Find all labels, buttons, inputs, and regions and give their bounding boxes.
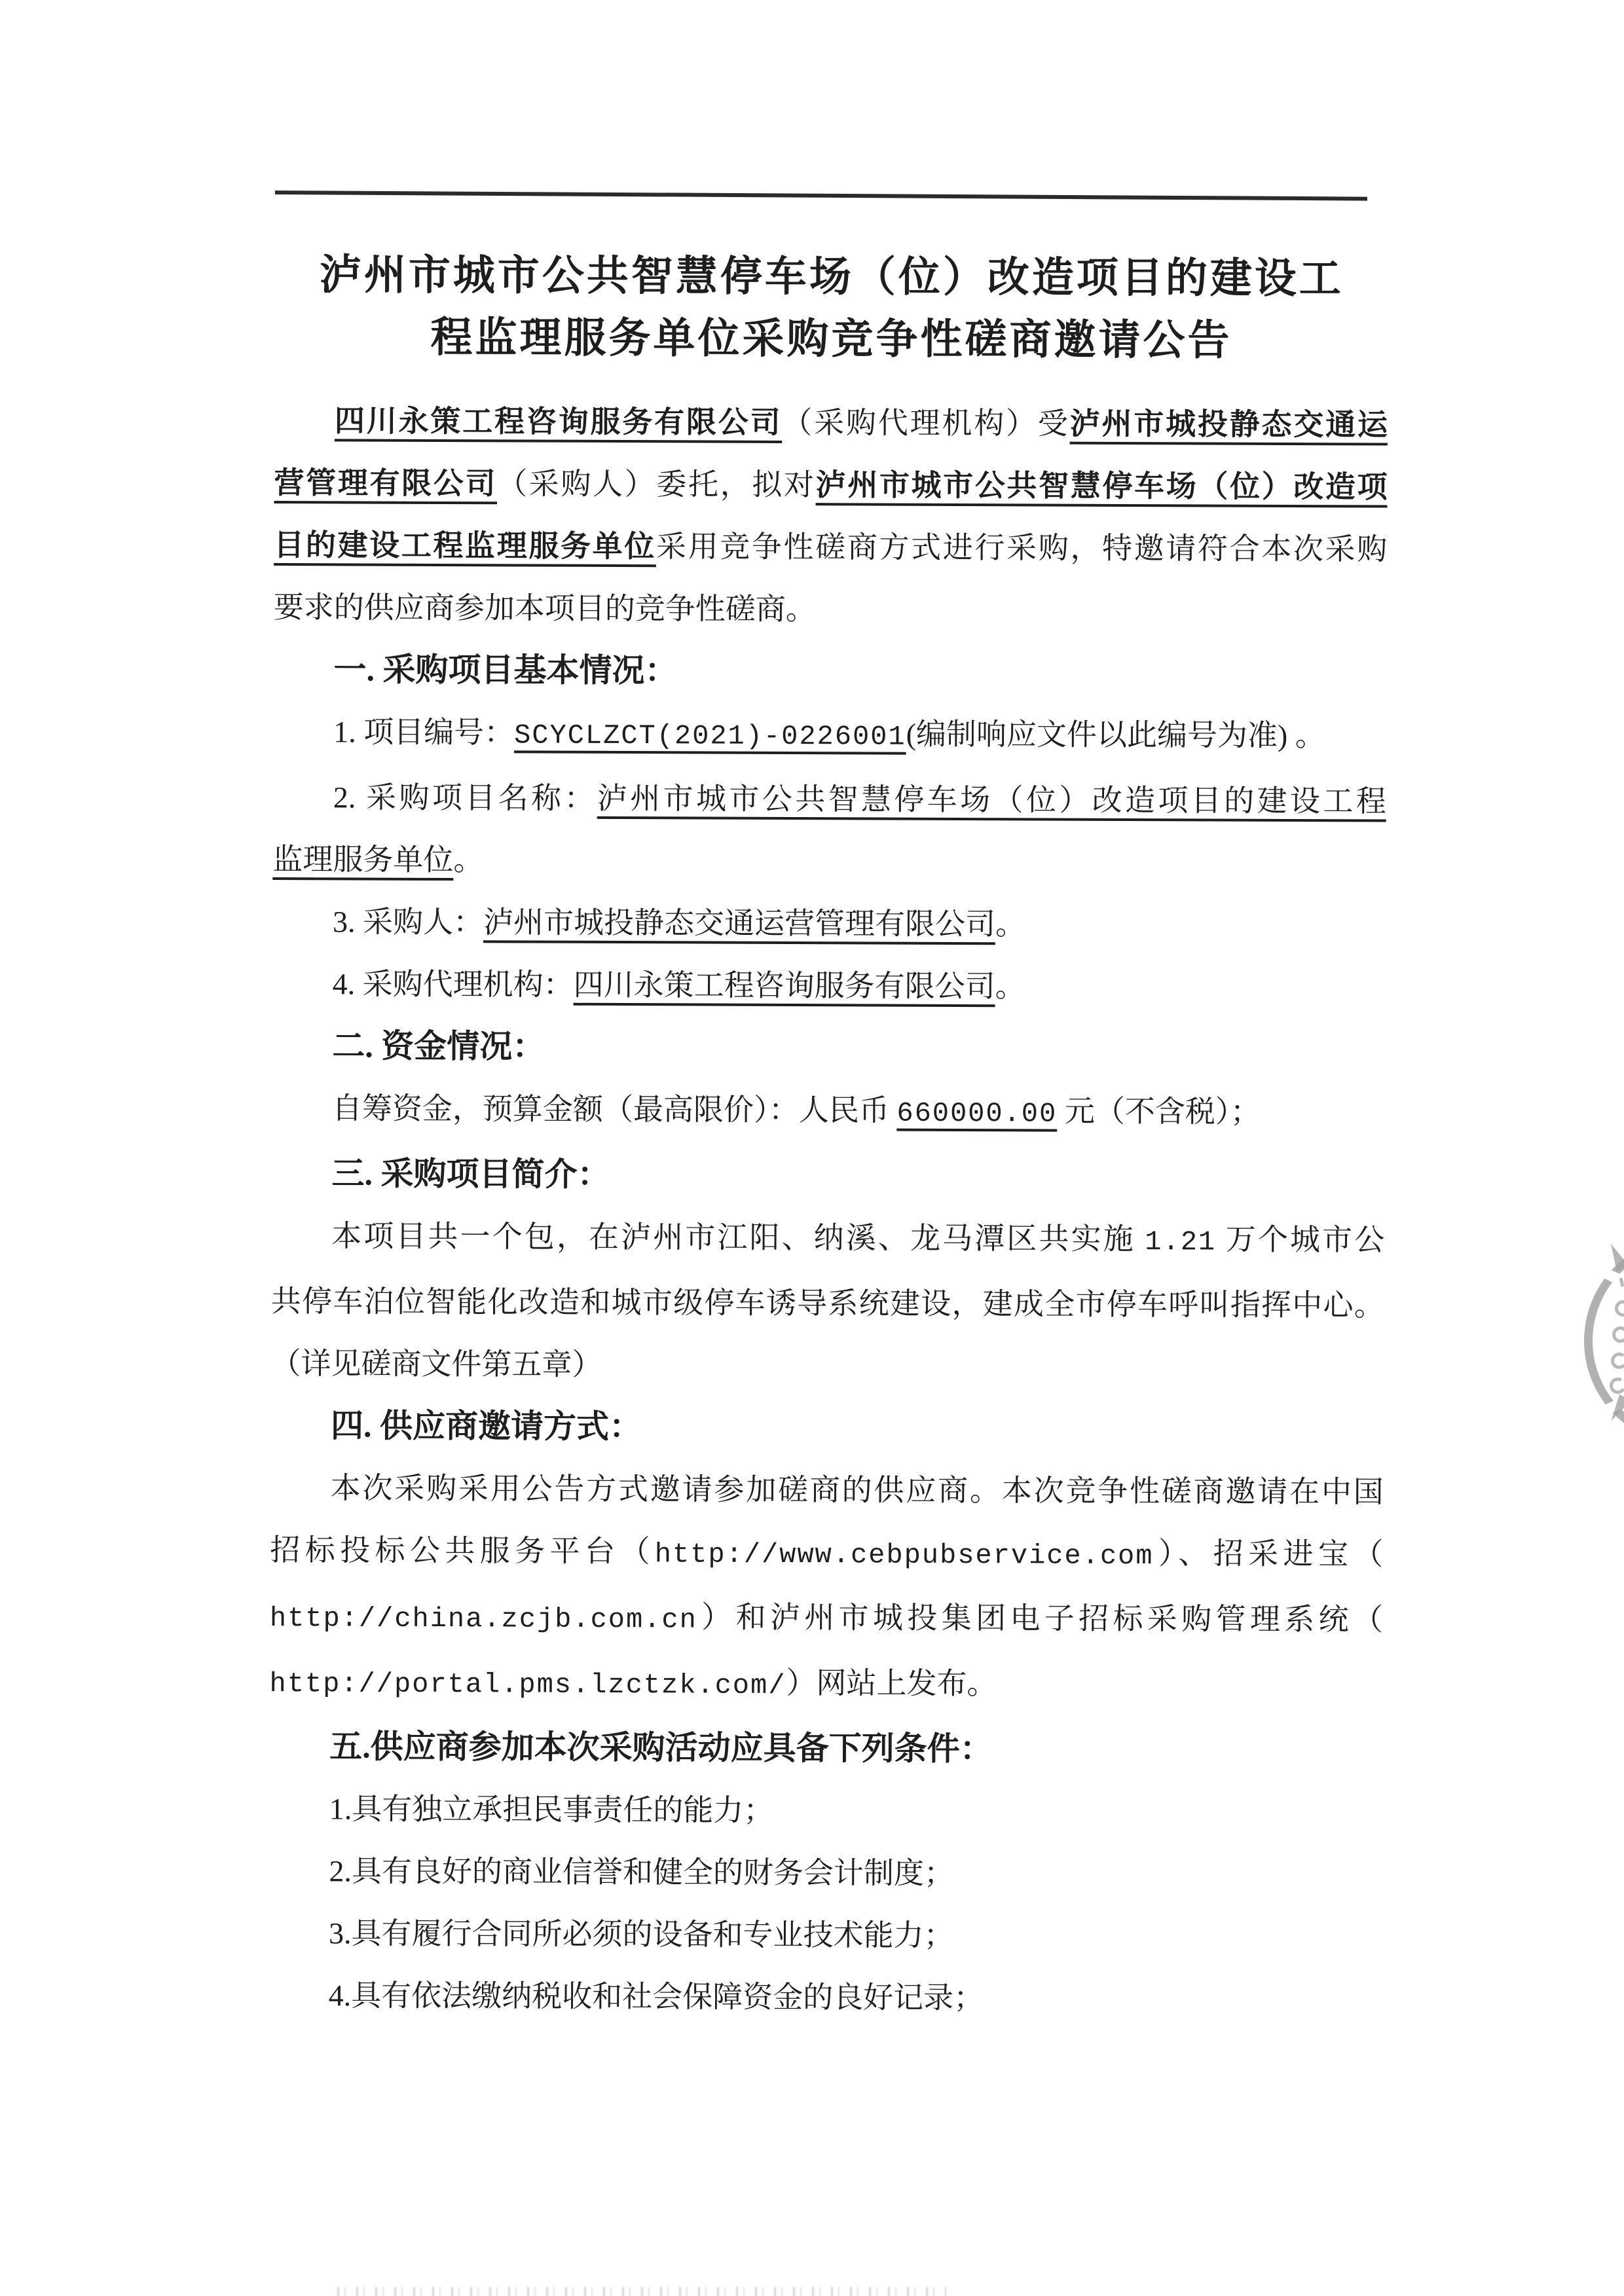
text-segment: （详见磋商文件第五章） bbox=[270, 1346, 602, 1381]
section-heading-1 bbox=[273, 638, 1386, 705]
text-segment: 四. 供应商邀请方式： bbox=[330, 1407, 642, 1446]
text-segment: 泸州市城市公共智慧停车场（位）改造项目的建设工 bbox=[319, 251, 1344, 302]
text-segment: http://www.cebpubservice.com bbox=[654, 1539, 1154, 1573]
header-rule-line bbox=[275, 191, 1367, 201]
stamp-tip bbox=[1604, 1241, 1624, 1271]
title-line-2 bbox=[274, 306, 1388, 373]
text-segment: 采用竞争性磋商方式进行采购，特邀请符合本次采购 bbox=[655, 530, 1388, 566]
section-heading-4 bbox=[270, 1394, 1384, 1461]
text-segment: http://portal.pms.lzctzk.com/ bbox=[269, 1667, 786, 1702]
condition-line bbox=[268, 1902, 1382, 1969]
intro-line bbox=[274, 390, 1388, 456]
underlined-text: 四川永策工程咨询服务有限公司 bbox=[573, 968, 995, 1004]
text-segment: 招标投标公共服务平台（ bbox=[270, 1533, 655, 1569]
text-segment: 1. 项目编号： bbox=[333, 715, 515, 750]
text-segment: ）网站上发布。 bbox=[786, 1666, 997, 1701]
text-segment: 2. 采购项目名称： bbox=[333, 780, 597, 815]
funds-line bbox=[272, 1077, 1385, 1147]
summary-line bbox=[271, 1270, 1384, 1337]
underlined-text: 泸州市城市公共智慧停车场（位）改造项目的建设工程 bbox=[597, 781, 1386, 818]
text-segment: （采购代理机构）受 bbox=[782, 405, 1070, 441]
text-segment: 元（不含税）； bbox=[1057, 1094, 1261, 1129]
item-project-number bbox=[273, 701, 1386, 771]
text-segment: 本次采购采用公告方式邀请参加磋商的供应商。本次竞争性磋商邀请在中国 bbox=[330, 1471, 1384, 1509]
invite-line bbox=[270, 1584, 1383, 1654]
invite-line bbox=[270, 1519, 1383, 1589]
text-segment: 万个城市公 bbox=[1216, 1222, 1385, 1257]
text-segment: 1.具有独立承担民事责任的能力； bbox=[329, 1792, 774, 1827]
text-segment: 共停车泊位智能化改造和城市级停车诱导系统建设，建成全市停车呼叫指挥中心。 bbox=[270, 1284, 1384, 1322]
underlined-text: 泸州市城投静态交通运营管理有限公司 bbox=[483, 905, 996, 941]
text-segment: 一. 采购项目基本情况： bbox=[333, 651, 678, 689]
partial-stamp bbox=[1578, 1237, 1624, 1427]
text-segment: 三. 采购项目简介： bbox=[331, 1155, 610, 1193]
intro-line bbox=[274, 452, 1387, 519]
condition-line bbox=[268, 1964, 1382, 2031]
underlined-text: 目的建设工程监理服务单位 bbox=[274, 528, 657, 564]
intro-line bbox=[274, 514, 1387, 581]
text-segment: 2.具有良好的商业信誉和健全的财务会计制度； bbox=[329, 1854, 955, 1890]
item-project-name bbox=[272, 828, 1386, 895]
text-segment: 3. 采购人： bbox=[332, 905, 484, 939]
section-heading-2 bbox=[272, 1015, 1385, 1082]
summary-line bbox=[270, 1332, 1384, 1399]
text-segment: 1.21 bbox=[1145, 1226, 1217, 1258]
text-segment: 五.供应商参加本次采购活动应具备下列条件： bbox=[329, 1728, 993, 1768]
text-segment: 。 bbox=[995, 907, 1026, 941]
underlined-text: 营管理有限公司 bbox=[274, 465, 498, 501]
text-segment: 4. 采购代理机构： bbox=[332, 967, 574, 1002]
section-heading-5 bbox=[269, 1715, 1382, 1782]
text-segment: 本项目共一个包，在泸州市江阳、纳溪、龙马潭区共实施 bbox=[331, 1219, 1145, 1256]
condition-line bbox=[268, 1840, 1382, 1906]
text-segment: 二. 资金情况： bbox=[332, 1027, 545, 1065]
text-segment: 。 bbox=[995, 970, 1025, 1004]
condition-line bbox=[269, 1777, 1382, 1844]
text-segment: （采购人）委托，拟对 bbox=[497, 467, 816, 502]
invite-line bbox=[269, 1650, 1382, 1720]
item-agency bbox=[272, 953, 1385, 1019]
underlined-text: 四川永策工程咨询服务有限公司 bbox=[334, 404, 783, 439]
text-segment: 4.具有依法缴纳税收和社会保障资金的良好记录； bbox=[328, 1978, 984, 2015]
text-segment: (编制响应文件以此编号为准) 。 bbox=[906, 717, 1325, 753]
summary-line bbox=[271, 1205, 1384, 1275]
intro-line bbox=[274, 576, 1387, 643]
underlined-text: 660000.00 bbox=[896, 1097, 1058, 1130]
invite-line bbox=[270, 1457, 1384, 1523]
text-segment: http://china.zcjb.com.cn bbox=[269, 1602, 697, 1636]
section-heading-3 bbox=[271, 1142, 1384, 1209]
underlined-text: 泸州市城投静态交通运 bbox=[1069, 407, 1388, 442]
text-segment: 3.具有履行合同所必须的设备和专业技术能力； bbox=[328, 1916, 954, 1952]
page-bottom-cutoff-text bbox=[337, 2287, 946, 2296]
text-segment: ）、招采进宝（ bbox=[1153, 1537, 1384, 1571]
text-segment: 要求的供应商参加本项目的竞争性磋商。 bbox=[273, 590, 816, 627]
item-project-name bbox=[273, 766, 1386, 833]
underlined-text: SCYCLZCT(2021)-0226001 bbox=[514, 720, 906, 753]
text-segment: 。 bbox=[453, 843, 484, 877]
title-line-1 bbox=[275, 244, 1388, 310]
text-segment: 自筹资金，预算金额（最高限价）：人民币 bbox=[331, 1091, 897, 1127]
text-segment: ）和泸州市城投集团电子招标采购管理系统（ bbox=[697, 1600, 1384, 1637]
item-purchaser bbox=[272, 890, 1386, 957]
text-segment: 程监理服务单位采购竞争性磋商邀请公告 bbox=[430, 314, 1232, 364]
underlined-text: 监理服务单位 bbox=[272, 842, 454, 877]
underlined-text: 泸州市城市公共智慧停车场（位）改造项 bbox=[815, 468, 1388, 504]
document-body bbox=[268, 244, 1388, 2031]
